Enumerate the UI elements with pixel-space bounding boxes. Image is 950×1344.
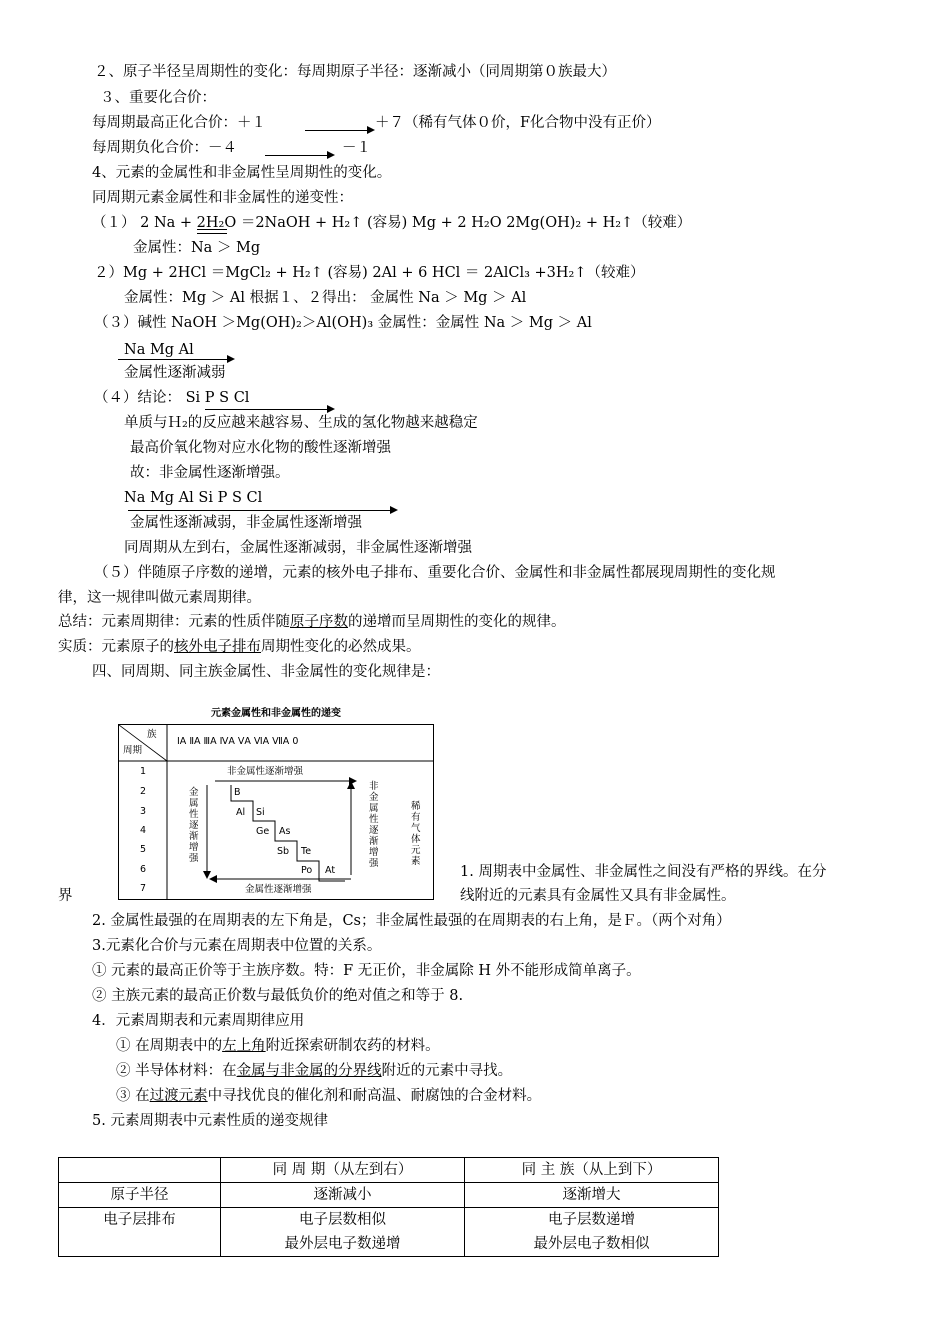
corner-label: 周期 bbox=[123, 745, 143, 756]
text-line: 律，这一规律叫做元素周期律。 bbox=[58, 590, 261, 606]
text-line: 单质与Ｈ₂的反应越来越容易、生成的氢化物越来越稳定 bbox=[124, 415, 478, 431]
text-line: ＋７（稀有气体０价，F化合物中没有正价） bbox=[375, 115, 661, 131]
text-line: ① 在周期表中的左上角附近探索研制农药的材料。 bbox=[116, 1038, 440, 1054]
text-line: 4．元素周期表和元素周期律应用 bbox=[92, 1013, 305, 1029]
text-line: 金属性：Na ＞ Mg bbox=[133, 240, 261, 256]
table-cell bbox=[59, 1158, 221, 1183]
element-sequence: Na Mg Al Si P S Cl bbox=[124, 490, 263, 506]
period-label: 2 bbox=[140, 786, 147, 797]
table-cell: 同 主 族（从上到下） bbox=[465, 1158, 719, 1183]
table-cell: 原子半径 bbox=[59, 1183, 221, 1208]
text-line: （１） 2 Na + 2H₂O ＝2NaOH + H₂↑ (容易) Mg + 2 H₂O 2Mg(OH)₂ + H₂↑（较难） bbox=[92, 215, 692, 231]
table-cell: 逐渐减小 bbox=[221, 1183, 465, 1208]
period-label: 1 bbox=[140, 766, 147, 777]
element-label: Al bbox=[236, 807, 246, 818]
text-line: 总结：元素周期律：元素的性质伴随原子序数的递增而呈周期性的变化的规律。 bbox=[58, 614, 566, 630]
text-line: 线附近的元素具有金属性又具有非金属性。 bbox=[460, 888, 736, 904]
period-label: 7 bbox=[140, 883, 147, 894]
element-sequence: Na Mg Al bbox=[124, 342, 194, 358]
text-line: 界 bbox=[58, 888, 73, 904]
text-line: 5. 元素周期表中元素性质的递变规律 bbox=[92, 1113, 328, 1129]
trend-label-top: 非金属性逐渐增强 bbox=[227, 766, 304, 777]
double-line-icon bbox=[197, 233, 227, 234]
element-label: Si bbox=[256, 807, 265, 818]
arrow-icon bbox=[265, 155, 333, 156]
table-cell: 同 周 期（从左到右） bbox=[221, 1158, 465, 1183]
double-line-icon bbox=[197, 229, 227, 230]
properties-table bbox=[58, 1157, 719, 1257]
text-line: －１ bbox=[342, 140, 371, 156]
table-cell: 电子层排布 bbox=[59, 1208, 221, 1257]
trend-label-bottom: 金属性逐渐增强 bbox=[245, 884, 312, 895]
text-line: 2. 金属性最强的在周期表的左下角是，Cs；非金属性最强的在周期表的右上角，是Ｆ。（两个对角） bbox=[92, 913, 731, 929]
element-label: Sb bbox=[277, 846, 290, 857]
element-label: Ge bbox=[256, 826, 270, 837]
element-label: As bbox=[279, 826, 291, 837]
period-label: 4 bbox=[140, 825, 147, 836]
text-line: （３）碱性 NaOH ＞Mg(OH)₂＞Al(OH)₃ 金属性：金属性 Na ＞ Mg ＞ Al bbox=[94, 315, 592, 331]
table-row bbox=[59, 1183, 719, 1208]
text-line: ① 元素的最高正价等于主族序数。特：F 无正价，非金属除 H 外不能形成简单离子。 bbox=[92, 963, 641, 979]
text-line: 每周期最高正化合价：＋１ bbox=[92, 115, 266, 131]
text-line: ③ 在过渡元素中寻找优良的催化剂和耐高温、耐腐蚀的合金材料。 bbox=[116, 1088, 542, 1104]
text-line: ② 半导体材料：在金属与非金属的分界线附近的元素中寻找。 bbox=[116, 1063, 513, 1079]
period-label: 3 bbox=[140, 806, 147, 817]
text-line: 4、元素的金属性和非金属性呈周期性的变化。 bbox=[92, 165, 392, 181]
element-label: At bbox=[325, 865, 336, 876]
text-line: ３、重要化合价： bbox=[100, 90, 216, 106]
element-label: Te bbox=[301, 846, 312, 857]
arrow-icon bbox=[305, 130, 373, 131]
table-cell: 电子层数递增 最外层电子数相似 bbox=[465, 1208, 719, 1257]
text-line: （４）结论： Si P S Cl bbox=[94, 390, 250, 406]
text-line: 故：非金属性逐渐增强。 bbox=[130, 465, 290, 481]
table-cell: 电子层数相似 最外层电子数递增 bbox=[221, 1208, 465, 1257]
period-label: 5 bbox=[140, 844, 147, 855]
text-line: 金属性：Mg ＞ Al 根据１、２得出： 金属性 Na ＞ Mg ＞ Al bbox=[124, 290, 527, 306]
corner-label: 族 bbox=[147, 729, 157, 740]
text-line: 最高价氧化物对应水化物的酸性逐渐增强 bbox=[130, 440, 391, 456]
table-header-row bbox=[59, 1158, 719, 1183]
text-line: ２、原子半径呈周期性的变化：每周期原子半径：逐渐减小（同周期第０族最大） bbox=[94, 64, 616, 80]
table-cell: 逐渐增大 bbox=[465, 1183, 719, 1208]
text-line: ２）Mg + 2HCl ＝MgCl₂ + H₂↑ (容易) 2Al + 6 HCl ＝ 2AlCl₃ +3H₂↑（较难） bbox=[94, 265, 645, 281]
trend-label-right: 非金属性逐渐增强 bbox=[369, 781, 379, 869]
arrow-icon bbox=[128, 510, 396, 511]
element-label: B bbox=[234, 787, 241, 798]
text-line: 金属性逐渐减弱，非金属性逐渐增强 bbox=[130, 515, 362, 531]
text-line: 同周期元素金属性和非金属性的递变性： bbox=[92, 190, 353, 206]
periodic-trend-figure bbox=[118, 704, 434, 900]
arrow-icon bbox=[205, 409, 333, 410]
text-line: 金属性逐渐减弱 bbox=[124, 365, 226, 381]
element-label: Po bbox=[301, 865, 313, 876]
arrow-icon bbox=[118, 359, 233, 360]
group-header: ⅠA ⅡA ⅢA ⅣA ⅤA ⅥA ⅦA 0 bbox=[177, 736, 299, 747]
noble-gas-label: 稀有气体元素 bbox=[411, 801, 421, 867]
text-line: 3.元素化合价与元素在周期表中位置的关系。 bbox=[92, 938, 382, 954]
figure-lines bbox=[119, 725, 433, 899]
text-line: 1. 周期表中金属性、非金属性之间没有严格的界线。在分 bbox=[460, 864, 827, 880]
section-heading: 四、同周期、同主族金属性、非金属性的变化规律是： bbox=[92, 664, 440, 680]
text-line: （５）伴随原子序数的递增，元素的核外电子排布、重要化合价、金属性和非金属性都展现周期性的变化规 bbox=[94, 565, 776, 581]
trend-label-left: 金属性逐渐增强 bbox=[189, 787, 199, 864]
period-label: 6 bbox=[140, 864, 147, 875]
text-line: 实质：元素原子的核外电子排布周期性变化的必然成果。 bbox=[58, 639, 421, 655]
text-line: 每周期负化合价：－４ bbox=[92, 140, 237, 156]
figure-frame bbox=[118, 724, 434, 900]
table-row bbox=[59, 1208, 719, 1257]
text-line: ② 主族元素的最高正价数与最低负价的绝对值之和等于 8. bbox=[92, 988, 464, 1004]
figure-caption: 元素金属性和非金属性的递变 bbox=[211, 708, 341, 719]
text-line: 同周期从左到右，金属性逐渐减弱，非金属性逐渐增强 bbox=[124, 540, 472, 556]
